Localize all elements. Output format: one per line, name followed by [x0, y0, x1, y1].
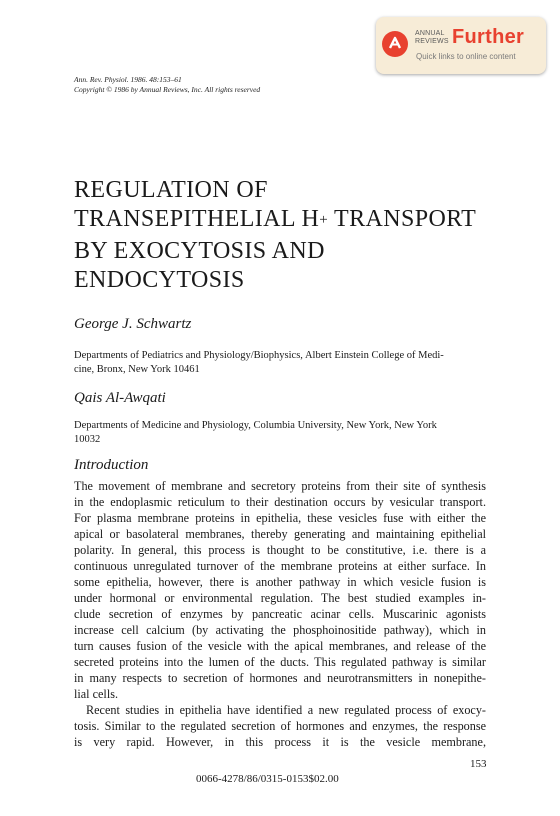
title-superscript: +	[319, 212, 329, 228]
text-line: lial cells.	[74, 687, 118, 701]
author-name: George J. Schwartz	[74, 316, 192, 332]
text-line: For plasma membrane proteins in epithelia, these vesicles fuse with either the	[74, 511, 486, 525]
text-line: Recent studies in epithelia have identified a new regulated process of exocy-	[86, 703, 486, 717]
paragraph-1	[74, 478, 486, 702]
title-text: TRANSEPITHELIAL H	[74, 206, 320, 232]
badge-reviews-label: REVIEWS	[415, 38, 449, 45]
copyright-line: Copyright © 1986 by Annual Reviews, Inc. All rights reserved	[74, 85, 261, 94]
title-line: REGULATION OF	[74, 177, 268, 203]
badge-further-label: Further	[452, 26, 525, 48]
title-line: BY EXOCYTOSIS AND	[74, 238, 325, 264]
paragraph-2	[74, 702, 486, 750]
footer-price-code: 0066-4278/86/0315-0153$02.00	[196, 773, 339, 785]
article-title	[74, 176, 524, 295]
author-affiliation	[74, 419, 486, 447]
title-text: TRANSPORT	[328, 206, 477, 232]
text-line: in the endoplasmic reticulum to their destination occurs by vesicular transport.	[74, 495, 486, 509]
citation-line: Ann. Rev. Physiol. 1986. 48:153–61	[74, 75, 182, 84]
title-line: ENDOCYTOSIS	[74, 267, 245, 293]
text-line: turn causes fusion of the vesicle with the apical membranes, and release of the	[74, 639, 486, 653]
text-line: The movement of membrane and secretory proteins from their site of synthesis	[74, 479, 486, 493]
text-line: tosis. Similar to the regulated secretion of hormones and enzymes, the response	[74, 719, 486, 733]
author-name: Qais Al-Awqati	[74, 390, 166, 406]
text-line: is very rapid. However, in this process it is the vesicle membrane,	[74, 735, 486, 749]
text-line: clude secretion of enzymes by pancreatic acinar cells. Muscarinic agonists	[74, 607, 486, 621]
annual-reviews-logo-icon	[382, 31, 408, 57]
author-affiliation	[74, 349, 486, 377]
section-heading: Introduction	[74, 457, 149, 473]
affiliation-line: 10032	[74, 434, 101, 445]
affiliation-line: cine, Bronx, New York 10461	[74, 364, 200, 375]
affiliation-line: Departments of Medicine and Physiology, Columbia University, New York, New York	[74, 420, 437, 431]
text-line: some epithelia, however, there is another pathway in which vesicle fusion is	[74, 575, 486, 589]
text-line: apical or basolateral membranes, thereby generating and maintaining epithelial	[74, 527, 486, 541]
affiliation-line: Departments of Pediatrics and Physiology/Biophysics, Albert Einstein College of Medi-	[74, 350, 444, 361]
annual-reviews-further-badge[interactable]	[376, 17, 546, 74]
title-line	[74, 205, 524, 237]
text-line: in many respects to secretion of hormones and neurotransmitters in nonepithe-	[74, 671, 486, 685]
text-line: continuous unregulated turnover of the membrane proteins at either surface. In	[74, 559, 486, 573]
page-number: 153	[470, 758, 487, 770]
text-line: secreted proteins into the lumen of the ducts. This regulated pathway is similar	[74, 655, 486, 669]
text-line: under hormonal or environmental regulation. The best studied examples in-	[74, 591, 486, 605]
citation-block	[74, 75, 260, 95]
badge-annual-label: ANNUAL	[415, 30, 445, 37]
badge-tagline: Quick links to online content	[416, 52, 516, 61]
text-line: increase cell calcium (by activating the phosphoinositide pathway), which in	[74, 623, 486, 637]
text-line: polarity. In general, this process is thought to be constitutive, i.e. there is a	[74, 543, 486, 557]
